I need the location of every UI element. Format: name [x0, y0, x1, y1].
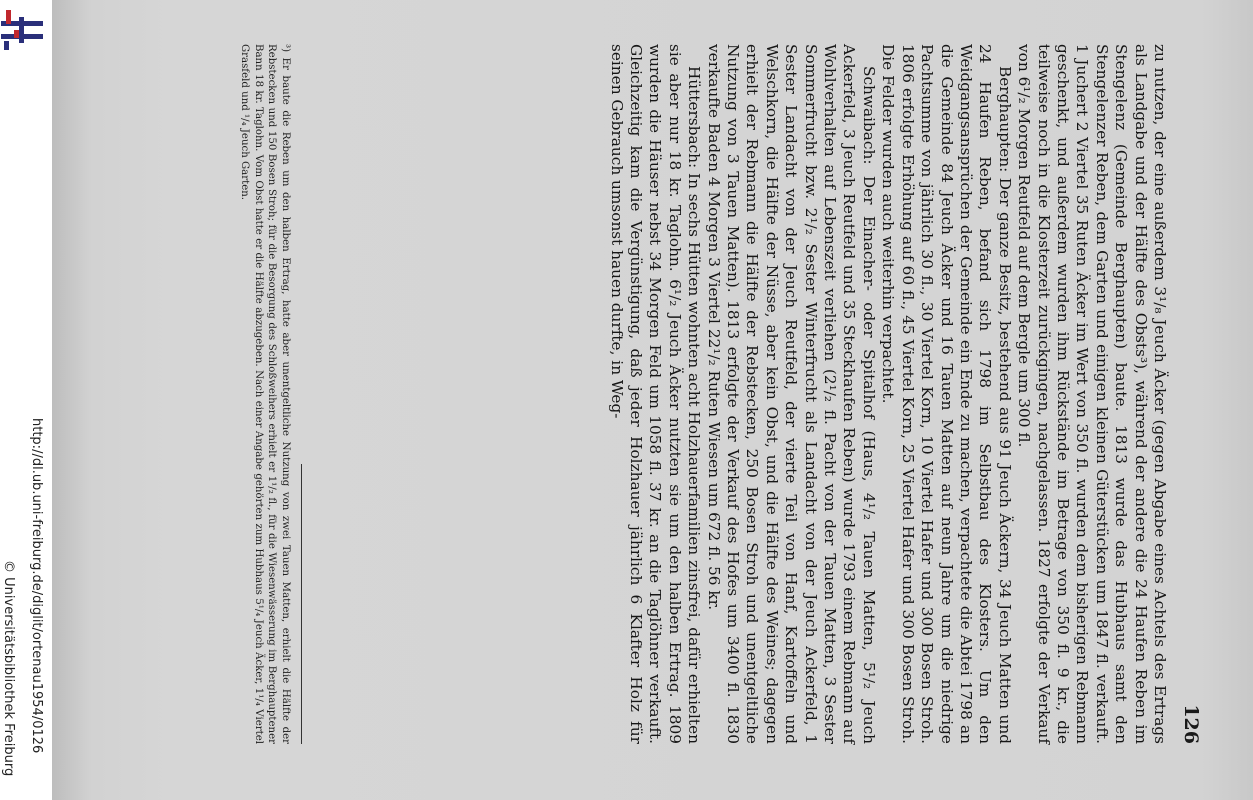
paragraph-huettersbach: Hüttersbach: In sechs Hütten wohnten acht Holzhauerfamilien zinsfrei, dafür erhielten sie aber nur 18 kr. Taglohn. 6¹/₂ Jeuch Äcker nutzten sie um den halben Ertrag. 1809 wurden die Häuser nebst 34 Morgen Feld um 1058 fl. 37 kr. an die Taglöhner verkauft. Gleichzeitig kam die Vergünstigung, daß jeder Holzhauer jährlich 6 Klafter Holz für seinen Gebrauch umsonst hauen durfte, in Weg- [607, 44, 704, 744]
page-number: 126 [1180, 704, 1202, 744]
source-url-credit[interactable]: http://dl.ub.uni-freiburg.de/diglit/ortenau1954/0126 [29, 418, 44, 754]
footnote-divider [301, 464, 302, 744]
rotated-book-page [102, 44, 1202, 756]
university-library-logo-icon[interactable] [1, 8, 43, 52]
footnote-3: ³) Er baute die Reben um den halben Ertrag, hatte aber unentgeltliche Nutzung von zwei Tauen Matten, erhielt die Hälfte der Rebstecken und 150 Bosen Stroh; für die Besorgung des Schloßweihers erhielt er 1¹/₂ fl., für die Wiesenwässerung im Berghauptener Bann 18 kr. Taglohn. Vom Obst hatte er die Hälfte abzugeben. Nach einer Angabe gehörten zum Hubhaus 5¹/₄ Jeuch Äcker, 1¹/₄ Viertel Grasfeld und ¹/₄ Jeuch Garten. [239, 44, 291, 744]
scanned-page-area [52, 0, 1253, 800]
viewer-sidebar [0, 0, 52, 800]
paragraph-berghaupten: Berghaupten: Der ganze Besitz, bestehend aus 91 Jeuch Äckern, 34 Jeuch Matten und 24 Haufen Reben, befand sich 1798 im Selbstbau des Klosters. Um den Weidgangsansprüchen der Gemeinde ein Ende zu machen, verpachtete die Abtei 1798 an die Gemeinde 84 Jeuch Äcker und 16 Tauen Matten auf neun Jahre um die niedrige Pachtsumme von jährlich 30 fl., 30 Viertel Korn, 10 Viertel Hafer und 300 Bosen Stroh. 1806 erfolgte Erhöhung auf 60 fl., 45 Viertel Korn, 25 Viertel Hafer und 300 Bosen Stroh. Die Felder wurden auch weiterhin verpachtet. [879, 44, 1014, 744]
paragraph-1: zu nutzen, der eine außerdem 3¹/₈ Jeuch Äcker (gegen Abgabe eines Achtels des Ertrags als Landgabe und der Hälfte des Obsts³), während der andere die 24 Haufen Reben im Stengelenz (Gemeinde Berghaupten) baute. 1813 wurde das Hubhaus samt den Stengelenzer Reben, dem Garten und einigen kleinen Güterstücken um 1847 fl. verkauft. 1 Juchert 2 Viertel 35 Ruten Äcker im Wert von 350 fl. wurden dem bisherigen Rebmann geschenkt, und außerdem wurden ihm Rückstände im Betrage von 350 fl. 9 kr., die teilweise noch in die Klosterzeit zurückgingen, nachgelassen. 1827 erfolgte der Verkauf von 6¹/₂ Morgen Reutfeld auf dem Bergle um 300 fl. [1015, 44, 1169, 744]
body-text [606, 44, 1169, 744]
paragraph-schwaibach: Schwaibach: Der Einacher- oder Spitalhof (Haus, 4¹/₂ Tauen Matten, 5¹/₂ Jeuch Ackerfeld, 3 Jeuch Reutfeld und 35 Steckhaufen Reben) wurde 1793 einem Rebmann auf Wohlverhalten auf Lebenszeit verliehen (2¹/₂ fl. Pacht von der Tauen Matten, 3 Sester Sommerfrucht bzw. 2¹/₂ Sester Winterfrucht als Landacht von der Jeuch Ackerfeld, 1 Sester Landacht von der Jeuch Reutfeld, der vierte Teil von Hanf, Kartoffeln und Welschkorn, die Hälfte der Nüsse, aber kein Obst, und die Hälfte des Weines; dagegen erhielt der Rebmann die Hälfte der Rebstecken, 250 Bosen Stroh und unentgeltliche Nutzung von 3 Tauen Matten). 1813 erfolgte der Verkauf des Hofes um 3400 fl. 1830 verkaufte Baden 4 Morgen 3 Viertel 22¹/₂ Ruten Wiesen um 672 fl. 56 kr. [704, 44, 878, 744]
copyright-credit: © Universitätsbibliothek Freiburg [1, 560, 16, 777]
